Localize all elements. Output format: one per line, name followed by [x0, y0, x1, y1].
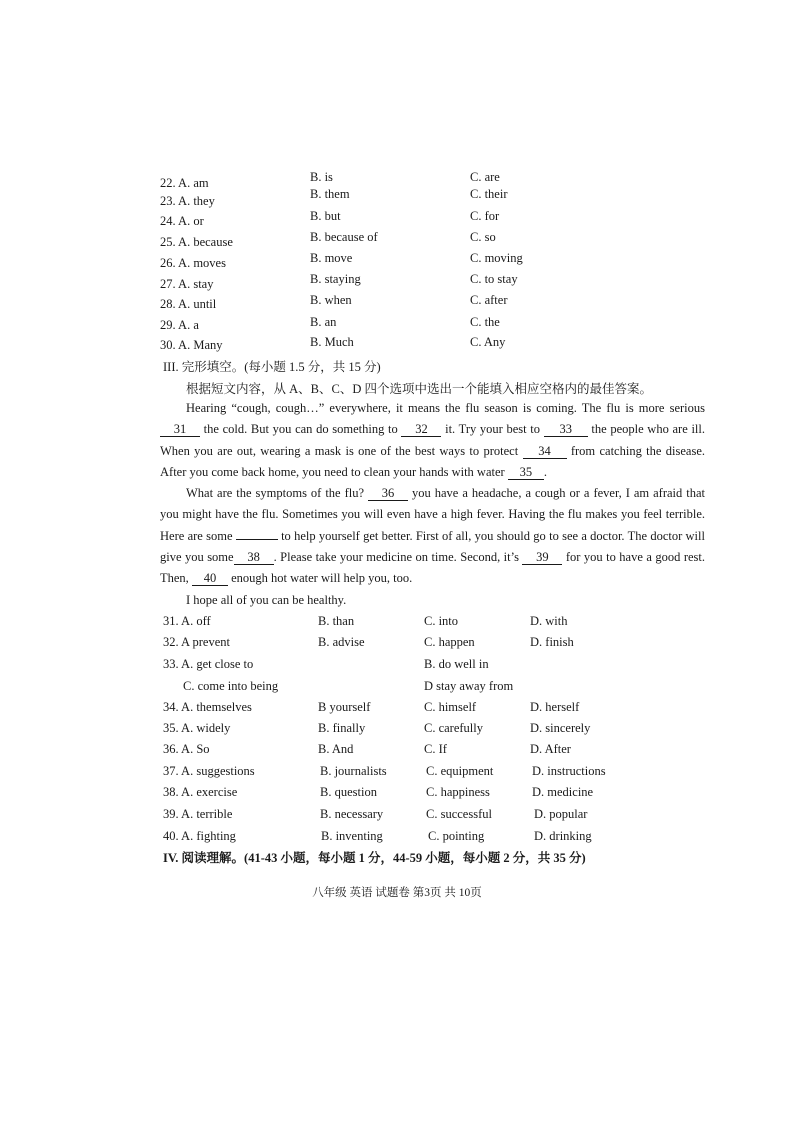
option-a: 25. A. because: [160, 235, 233, 249]
text: .: [543, 464, 547, 479]
question-row-37: [0, 764, 794, 784]
text: the cold. But you can do something to: [200, 422, 402, 437]
question-row-40: [0, 829, 794, 849]
question-row-33b: [0, 679, 794, 699]
option-b: B. finally: [318, 721, 366, 735]
blank-37: [236, 539, 278, 540]
text: from catching the disease. After you come back home, you need to clean your hands with water: [160, 443, 705, 479]
text: . Please take your medicine on time. Second, it’s: [273, 550, 523, 565]
blank-39: 39: [522, 550, 562, 565]
option-a: 27. A. stay: [160, 277, 214, 291]
option-d: D. medicine: [532, 785, 594, 799]
blank-36: 36: [368, 486, 408, 501]
option-b: B. an: [310, 315, 337, 329]
option-d: D. herself: [530, 700, 580, 714]
option-d: D. sincerely: [530, 721, 591, 735]
option-d: D. finish: [530, 635, 574, 649]
question-row-33: [0, 657, 794, 677]
question-row-35: [0, 721, 794, 741]
option-a: 35. A. widely: [163, 721, 231, 735]
page-footer: 八年级 英语 试题卷 第3页 共 10页: [312, 887, 482, 899]
option-b: B. necessary: [320, 807, 384, 821]
option-b: B. move: [310, 251, 353, 265]
option-b: B. inventing: [321, 829, 383, 843]
option-c: C. equipment: [426, 764, 494, 778]
option-c: C. moving: [470, 251, 523, 265]
question-row-39: [0, 807, 794, 827]
option-c: C. Any: [470, 335, 506, 349]
option-a: 26. A. moves: [160, 256, 226, 270]
option-c: C. If: [424, 742, 447, 756]
paragraph-1: [160, 398, 705, 483]
section3-instruction: 根据短文内容，从 A、B、C、D 四个选项中选出一个能填入相应空格内的最佳答案。: [186, 382, 652, 396]
blank-35: 35: [508, 465, 544, 480]
option-row-23: [0, 187, 794, 207]
option-c: C. after: [470, 293, 508, 307]
option-b: B. And: [318, 742, 354, 756]
option-a: 34. A. themselves: [163, 700, 252, 714]
text: enough hot water will help you, too.: [227, 571, 413, 586]
option-d: D stay away from: [424, 679, 514, 693]
option-a: 40. A. fighting: [163, 829, 236, 843]
option-a: 31. A. off: [163, 614, 211, 628]
option-a: 36. A. So: [163, 742, 210, 756]
option-a: 37. A. suggestions: [163, 764, 255, 778]
option-b: B yourself: [318, 700, 371, 714]
option-c: C. for: [470, 209, 500, 223]
option-a: 29. A. a: [160, 318, 199, 332]
option-a: 33. A. get close to: [163, 657, 254, 671]
option-b: B. do well in: [424, 657, 489, 671]
paragraph-3: I hope all of you can be healthy.: [186, 592, 347, 607]
option-d: D. instructions: [532, 764, 606, 778]
option-c: C. successful: [426, 807, 492, 821]
option-d: D. with: [530, 614, 568, 628]
blank-33: 33: [544, 422, 588, 437]
option-c: C. carefully: [424, 721, 484, 735]
option-c: C. happen: [424, 635, 475, 649]
question-row-31: [0, 614, 794, 634]
blank-31: 31: [160, 422, 200, 437]
option-c: C. to stay: [470, 272, 518, 286]
question-row-38: [0, 785, 794, 805]
option-c: C. the: [470, 315, 500, 329]
option-d: D. popular: [534, 807, 588, 821]
text: What are the symptoms of the flu?: [186, 486, 369, 501]
text: you have a headache, a cough or a fever, I am afraid that you might have the flu. Sometimes you will even have a high fever. Having the flu makes you feel terrible. Here are some: [160, 486, 705, 543]
option-b: B. is: [310, 170, 333, 184]
paragraph-2: [160, 483, 705, 589]
blank-40: 40: [192, 571, 228, 586]
text: to help yourself get better. First of all, you should go to see a doctor. The doctor will give you some: [160, 528, 705, 565]
option-c: C. so: [470, 230, 496, 244]
option-b: B. because of: [310, 230, 378, 244]
option-b: B. staying: [310, 272, 361, 286]
question-row-32: [0, 635, 794, 655]
blank-32: 32: [401, 422, 441, 437]
option-c: C. come into being: [183, 679, 279, 693]
text: for you to have a good rest. Then,: [160, 550, 705, 586]
option-row-24: [0, 209, 794, 229]
option-row-25: [0, 230, 794, 250]
option-row-29: [0, 315, 794, 335]
option-c: C. their: [470, 187, 508, 201]
cloze-passage: [160, 398, 705, 611]
text: the people who are ill. When you are out, wearing a mask is one of the best ways to protect: [160, 422, 705, 458]
option-b: B. advise: [318, 635, 365, 649]
text: it. Try your best to: [441, 422, 544, 437]
option-row-26: [0, 251, 794, 271]
option-a: 39. A. terrible: [163, 807, 233, 821]
blank-34: 34: [523, 444, 567, 459]
option-a: 24. A. or: [160, 214, 204, 228]
option-b: B. but: [310, 209, 341, 223]
option-b: B. journalists: [320, 764, 387, 778]
option-c: C. into: [424, 614, 459, 628]
section3-heading: III. 完形填空。(每小题 1.5 分，共 15 分): [163, 360, 381, 374]
option-c: C. pointing: [428, 829, 485, 843]
option-a: 22. A. am: [160, 176, 209, 190]
option-b: B. than: [318, 614, 355, 628]
option-c: C. happiness: [426, 785, 490, 799]
option-a: 30. A. Many: [160, 338, 223, 352]
option-c: C. himself: [424, 700, 477, 714]
option-d: D. After: [530, 742, 571, 756]
option-row-30: [0, 335, 794, 355]
option-b: B. question: [320, 785, 377, 799]
section4-heading: IV. 阅读理解。(41-43 小题，每小题 1 分，44-59 小题，每小题 2 分，共 35 分): [163, 851, 586, 865]
option-c: C. are: [470, 170, 500, 184]
option-a: 32. A prevent: [163, 635, 231, 649]
option-row-28: [0, 293, 794, 313]
option-a: 23. A. they: [160, 194, 215, 208]
option-d: D. drinking: [534, 829, 592, 843]
option-b: B. them: [310, 187, 350, 201]
question-row-34: [0, 700, 794, 720]
text: Hearing “cough, cough…” everywhere, it means the flu season is coming. The flu is more serious: [186, 401, 705, 415]
option-row-27: [0, 272, 794, 292]
blank-38: 38: [234, 550, 274, 565]
option-b: B. Much: [310, 335, 354, 349]
question-row-36: [0, 742, 794, 762]
option-b: B. when: [310, 293, 352, 307]
option-a: 28. A. until: [160, 297, 217, 311]
option-a: 38. A. exercise: [163, 785, 238, 799]
